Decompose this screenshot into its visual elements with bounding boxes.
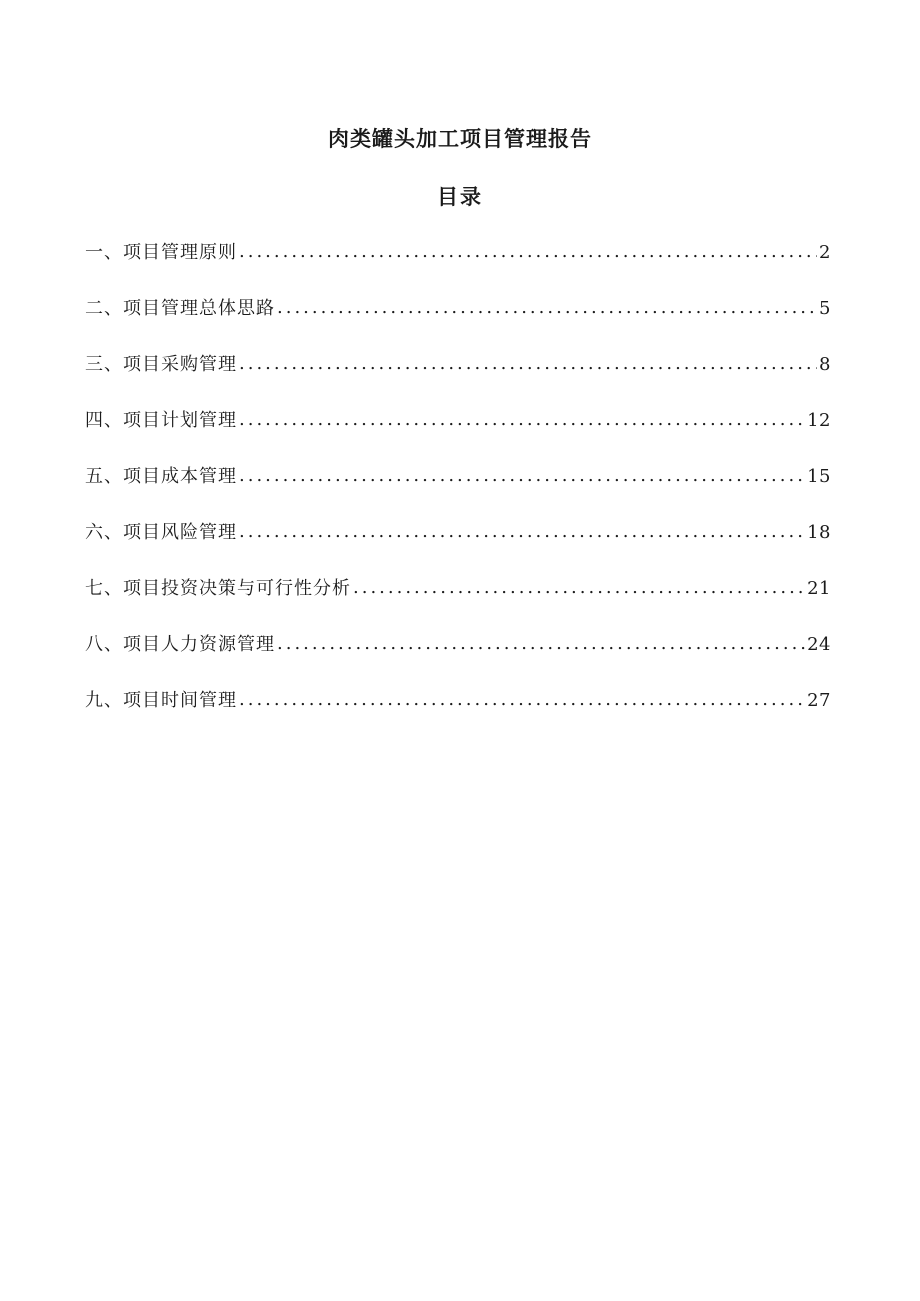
toc-list bbox=[85, 240, 831, 744]
toc-entry-label: 六、项目风险管理 bbox=[85, 522, 237, 543]
toc-entry[interactable] bbox=[85, 296, 831, 352]
toc-entry-page: 12 bbox=[807, 410, 831, 431]
document-title: 肉类罐头加工项目管理报告 bbox=[328, 126, 592, 151]
toc-leader-dots bbox=[239, 463, 805, 489]
toc-entry-label: 七、项目投资决策与可行性分析 bbox=[85, 578, 351, 599]
toc-leader-dots bbox=[239, 687, 805, 713]
toc-entry-page: 21 bbox=[807, 578, 831, 599]
toc-entry-page: 2 bbox=[819, 242, 831, 263]
toc-entry-page: 27 bbox=[807, 690, 831, 711]
toc-entry-page: 24 bbox=[807, 634, 831, 655]
toc-entry[interactable] bbox=[85, 240, 831, 296]
toc-leader-dots bbox=[277, 295, 817, 321]
toc-entry[interactable] bbox=[85, 464, 831, 520]
toc-entry-label: 四、项目计划管理 bbox=[85, 410, 237, 431]
toc-entry[interactable] bbox=[85, 688, 831, 744]
toc-entry-label: 三、项目采购管理 bbox=[85, 354, 237, 375]
toc-entry-label: 九、项目时间管理 bbox=[85, 690, 237, 711]
toc-entry-label: 一、项目管理原则 bbox=[85, 242, 237, 263]
toc-entry[interactable] bbox=[85, 632, 831, 688]
toc-entry[interactable] bbox=[85, 576, 831, 632]
toc-entry[interactable] bbox=[85, 520, 831, 576]
toc-entry-page: 15 bbox=[807, 466, 831, 487]
toc-entry-label: 二、项目管理总体思路 bbox=[85, 298, 275, 319]
toc-leader-dots bbox=[239, 519, 805, 545]
toc-entry-label: 八、项目人力资源管理 bbox=[85, 634, 275, 655]
toc-leader-dots bbox=[353, 575, 805, 601]
toc-entry-page: 8 bbox=[819, 354, 831, 375]
toc-entry-label: 五、项目成本管理 bbox=[85, 466, 237, 487]
toc-leader-dots bbox=[239, 407, 805, 433]
toc-heading: 目录 bbox=[437, 184, 483, 209]
toc-leader-dots bbox=[239, 351, 817, 377]
toc-entry-page: 5 bbox=[819, 298, 831, 319]
toc-leader-dots bbox=[239, 239, 817, 265]
toc-leader-dots bbox=[277, 631, 805, 657]
toc-entry-page: 18 bbox=[807, 522, 831, 543]
toc-entry[interactable] bbox=[85, 352, 831, 408]
toc-entry[interactable] bbox=[85, 408, 831, 464]
